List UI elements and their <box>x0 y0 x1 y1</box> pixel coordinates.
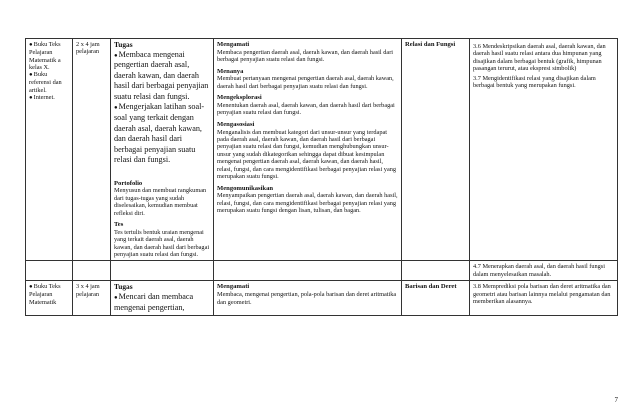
kd-cell <box>470 281 618 316</box>
portofolio-title: Portofolio <box>114 179 143 187</box>
menanya-title: Menanya <box>217 67 244 75</box>
penilaian-cell <box>111 39 214 261</box>
sumber-cell <box>26 281 73 316</box>
kd-item: 3.7 Mengidentifikasi relasi yang disajikan dalam berbagai bentuk yang merupakan fungsi. <box>473 74 596 90</box>
sumber-item: ● Buku referensi dan artikel. <box>29 71 69 94</box>
tugas-item: ● Mengerjakan latihan soal-soal yang terkait dengan daerah asal, daerah kawan, dan daerah hasil dari berbagai penyajian suatu relasi dan fungsi. <box>114 102 210 165</box>
mengamati-text: Membaca, mengenai pengertian, pola-pola barisan dan deret aritmatika dan geometri. <box>217 291 397 306</box>
penilaian-cell <box>111 281 214 316</box>
asosiasi-text: Menganalisis dan membuat kategori dari unsur-unsur yang terdapat pada daerah asal, daerah kawan, dan daerah hasil dari berbagai penyajian suatu relasi dan fungsi, kemudian menghubungkan unsur-unsur yang sudah dikategorikan sehingga dapat dibuat kesimpulan mengenai pengertian daerah asal, daerah kawan, dan daerah hasil, relasi, fungsi, dan cara mengidentifikasi berbagai penyajian relasi yang merupakan suatu fungsi. <box>217 128 397 181</box>
mengamati-title: Mengamati <box>217 283 250 291</box>
materi-text: Barisan dan Deret <box>405 283 457 291</box>
mengamati-title: Mengamati <box>217 41 250 48</box>
menanya-text: Membuat pertanyaan mengenai pengertian daerah asal, daerah kawan, daerah hasil dari berbagai penyajian suatu relasi dan fungsi. <box>217 75 394 90</box>
kd-cell <box>470 261 618 281</box>
table-row <box>26 281 618 316</box>
sumber-cell <box>26 39 73 261</box>
kegiatan-cell <box>214 281 402 316</box>
tugas-title: Tugas <box>114 40 133 49</box>
sumber-item: ● Internet. <box>29 94 69 102</box>
sumber-item: ● Buku Teks Pelajaran Matematik <box>29 283 69 306</box>
materi-text: Relasi dan Fungsi <box>405 41 456 48</box>
kd-item: 3.8 Memprediksi pola barisan dan deret aritmatika dan geometri atau barisan lainnya melalui pengamatan dan memberikan alasannya. <box>473 283 611 306</box>
materi-cell <box>402 39 470 261</box>
page-number: 7 <box>614 396 618 404</box>
kd-item: 4.7 Menerapkan daerah asal, dan daerah hasil fungsi dalam menyelesaikan masalah. <box>473 263 606 278</box>
table-row <box>26 39 618 261</box>
komunikasi-title: Mengomunikasikan <box>217 184 274 192</box>
alokasi-cell <box>73 281 111 316</box>
eksplorasi-text: Menentukan daerah asal, daerah kawan, dan daerah hasil dari berbagai penyajian suatu relasi dan fungsi. <box>217 101 395 117</box>
portofolio-text: Menyusun dan membuat rangkuman dari tugas-tugas yang sudah diselesaikan, kemudian membuat refleksi diri. <box>114 187 207 217</box>
eksplorasi-title: Mengeksplorasi <box>217 94 262 102</box>
alokasi-text: 3 x 4 jam pelajaran <box>76 283 100 298</box>
table-row <box>26 261 618 281</box>
kegiatan-cell <box>214 39 402 261</box>
komunikasi-text: Menyampaikan pengertian daerah asal, daerah kawan, dan daerah hasil, relasi, fungsi, dan cara mengidentifikasi berbagai penyajian relasi yang merupakan suatu fungsi dengan lisan, tulisan, dan bagan. <box>217 192 398 215</box>
alokasi-text: 2 x 4 jam pelajaran <box>76 41 100 56</box>
kd-item: 3.6 Mendeskripsikan daerah asal, daerah kawan, dan daerah hasil suatu relasi antara dua himpunan yang disajikan dalam berbagai bentuk (grafik, himpunan pasangan terurut, atau ekspresi simbolik) <box>473 43 606 73</box>
tugas-item: ● Membaca mengenai pengertian daerah asal, daerah kawan, dan daerah hasil dari berbagai penyajian suatu relasi dan fungsi. <box>114 50 210 103</box>
materi-cell <box>402 281 470 316</box>
syllabus-table <box>25 38 618 316</box>
kd-cell <box>470 39 618 261</box>
tugas-item: ● Mencari dan membaca mengenai pengertian, <box>114 292 210 313</box>
asosiasi-title: Mengasosiasi <box>217 120 255 128</box>
tugas-title: Tugas <box>114 282 133 292</box>
alokasi-cell <box>73 39 111 261</box>
sumber-item: ● Buku Teks Pelajaran Matematik a kelas X. <box>29 41 69 71</box>
mengamati-text: Membaca pengertian daerah asal, daerah kawan, dan daerah hasil dari berbagai penyajian suatu relasi dan fungsi. <box>217 48 394 64</box>
tes-title: Tes <box>114 221 124 229</box>
tes-text: Tes tertulis bentuk uraian mengenai yang terkait daerah asal, daerah kawan, dan daerah hasil dari berbagai penyajian suatu relasi dan fungsi. <box>114 228 210 259</box>
